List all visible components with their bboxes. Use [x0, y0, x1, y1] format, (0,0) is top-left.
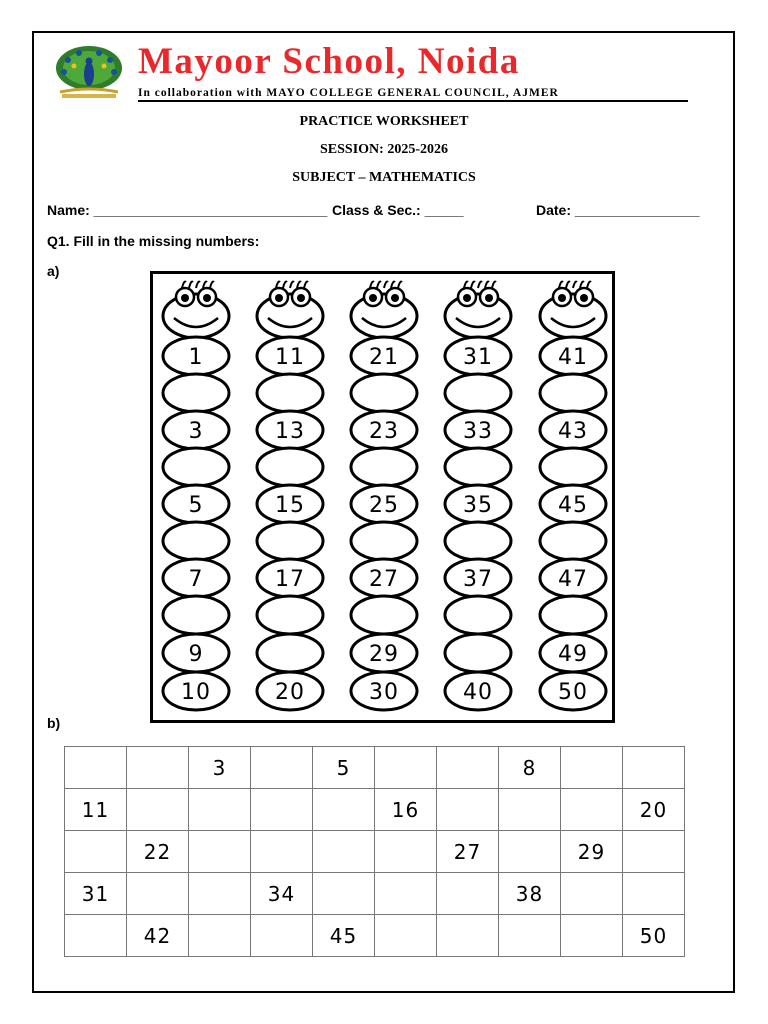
grid-row: [65, 831, 685, 873]
caterpillar-segment[interactable]: [445, 522, 511, 560]
grid-number-cell: 50: [623, 915, 685, 957]
caterpillar-number: 33: [463, 419, 493, 444]
grid-blank-cell[interactable]: [561, 873, 623, 915]
number-grid: [64, 746, 685, 957]
date-field[interactable]: Date: ________________: [536, 202, 700, 218]
grid-number-cell: 42: [127, 915, 189, 957]
caterpillar-number: 41: [558, 345, 588, 370]
grid-number-cell: 29: [561, 831, 623, 873]
caterpillar-number: 1: [188, 345, 204, 370]
caterpillar-number: 9: [188, 642, 204, 667]
grid-number-cell: 8: [499, 747, 561, 789]
caterpillar-segment[interactable]: [540, 448, 606, 486]
caterpillar-number: 5: [188, 493, 204, 518]
caterpillar-number: 7: [188, 567, 204, 592]
grid-number-cell: 16: [375, 789, 437, 831]
grid-number-cell: 38: [499, 873, 561, 915]
grid-blank-cell[interactable]: [65, 915, 127, 957]
caterpillar-segment[interactable]: [163, 374, 229, 412]
part-b-label: b): [47, 715, 61, 731]
worksheet-title: PRACTICE WORKSHEET: [299, 114, 469, 129]
caterpillar-head-icon: [351, 282, 417, 338]
caterpillar-segment[interactable]: [163, 522, 229, 560]
grid-number-cell: 22: [127, 831, 189, 873]
grid-blank-cell[interactable]: [437, 873, 499, 915]
grid-blank-cell[interactable]: [375, 873, 437, 915]
grid-number-cell: 31: [65, 873, 127, 915]
grid-number-cell: 3: [189, 747, 251, 789]
grid-number-cell: 5: [313, 747, 375, 789]
grid-blank-cell[interactable]: [65, 831, 127, 873]
caterpillar-number: 37: [463, 567, 493, 592]
caterpillar-head-icon: [540, 282, 606, 338]
caterpillar-segment[interactable]: [257, 596, 323, 634]
caterpillar-number: 21: [369, 345, 399, 370]
grid-row: [65, 747, 685, 789]
caterpillar-segment[interactable]: [257, 448, 323, 486]
caterpillar-segment[interactable]: [540, 374, 606, 412]
grid-blank-cell[interactable]: [437, 915, 499, 957]
caterpillar-number: 11: [275, 345, 305, 370]
caterpillar-segment[interactable]: [445, 374, 511, 412]
grid-number-cell: 11: [65, 789, 127, 831]
grid-blank-cell[interactable]: [65, 747, 127, 789]
caterpillar-segment[interactable]: [445, 448, 511, 486]
grid-blank-cell[interactable]: [375, 831, 437, 873]
caterpillar-number: 27: [369, 567, 399, 592]
grid-row: [65, 789, 685, 831]
caterpillar-number: 10: [181, 680, 211, 705]
caterpillar-number: 3: [188, 419, 204, 444]
caterpillar-number: 30: [369, 680, 399, 705]
grid-blank-cell[interactable]: [375, 915, 437, 957]
caterpillar-segment[interactable]: [257, 522, 323, 560]
caterpillar-head-icon: [257, 282, 323, 338]
grid-row: [65, 915, 685, 957]
caterpillar-segment[interactable]: [445, 596, 511, 634]
caterpillar-head-icon: [163, 282, 229, 338]
caterpillar-number: 47: [558, 567, 588, 592]
grid-blank-cell[interactable]: [189, 915, 251, 957]
caterpillar-segment[interactable]: [257, 634, 323, 672]
grid-blank-cell[interactable]: [561, 747, 623, 789]
grid-number-cell: 27: [437, 831, 499, 873]
caterpillar-segment[interactable]: [163, 596, 229, 634]
grid-row: [65, 873, 685, 915]
caterpillar-segment[interactable]: [257, 374, 323, 412]
caterpillar-segment[interactable]: [445, 634, 511, 672]
grid-blank-cell[interactable]: [313, 789, 375, 831]
grid-blank-cell[interactable]: [623, 873, 685, 915]
caterpillar-segment[interactable]: [351, 374, 417, 412]
grid-blank-cell[interactable]: [127, 873, 189, 915]
caterpillar-head-icon: [445, 282, 511, 338]
caterpillar-segment[interactable]: [163, 448, 229, 486]
school-name: Mayoor School, Noida: [138, 41, 520, 82]
caterpillar-segment[interactable]: [351, 522, 417, 560]
caterpillar-number: 43: [558, 419, 588, 444]
caterpillar-number: 13: [275, 419, 305, 444]
grid-blank-cell[interactable]: [251, 789, 313, 831]
grid-blank-cell[interactable]: [313, 873, 375, 915]
caterpillar-number: 45: [558, 493, 588, 518]
grid-blank-cell[interactable]: [375, 747, 437, 789]
grid-number-cell: 34: [251, 873, 313, 915]
grid-blank-cell[interactable]: [313, 831, 375, 873]
caterpillar-number: 50: [558, 680, 588, 705]
caterpillar-number: 31: [463, 345, 493, 370]
grid-blank-cell[interactable]: [499, 831, 561, 873]
grid-blank-cell[interactable]: [189, 873, 251, 915]
caterpillar-number: 15: [275, 493, 305, 518]
caterpillar-number: 49: [558, 642, 588, 667]
caterpillar-number: 29: [369, 642, 399, 667]
caterpillar-number: 25: [369, 493, 399, 518]
caterpillar-number: 17: [275, 567, 305, 592]
grid-number-cell: 45: [313, 915, 375, 957]
session-label: SESSION: 2025-2026: [320, 142, 448, 157]
grid-blank-cell[interactable]: [437, 789, 499, 831]
grid-blank-cell[interactable]: [561, 789, 623, 831]
caterpillar-segment[interactable]: [540, 522, 606, 560]
grid-blank-cell[interactable]: [623, 831, 685, 873]
caterpillar-number: 40: [463, 680, 493, 705]
collaboration-line: In collaboration with MAYO COLLEGE GENERAL COUNCIL, AJMER: [138, 87, 559, 99]
grid-blank-cell[interactable]: [499, 789, 561, 831]
class-sec-field[interactable]: Class & Sec.: _____: [332, 202, 464, 218]
caterpillar-number: 35: [463, 493, 493, 518]
caterpillar-segment[interactable]: [351, 596, 417, 634]
caterpillar-segment[interactable]: [540, 596, 606, 634]
grid-blank-cell[interactable]: [561, 915, 623, 957]
grid-blank-cell[interactable]: [189, 831, 251, 873]
grid-blank-cell[interactable]: [437, 747, 499, 789]
grid-blank-cell[interactable]: [251, 915, 313, 957]
name-field[interactable]: Name: ______________________________: [47, 202, 328, 218]
caterpillar-number: 20: [275, 680, 305, 705]
question-1: Q1. Fill in the missing numbers:: [47, 233, 260, 249]
part-a-label: a): [47, 263, 60, 279]
grid-blank-cell[interactable]: [499, 915, 561, 957]
grid-blank-cell[interactable]: [189, 789, 251, 831]
grid-blank-cell[interactable]: [127, 747, 189, 789]
grid-blank-cell[interactable]: [251, 747, 313, 789]
grid-blank-cell[interactable]: [623, 747, 685, 789]
grid-blank-cell[interactable]: [127, 789, 189, 831]
caterpillar-number: 23: [369, 419, 399, 444]
grid-blank-cell[interactable]: [251, 831, 313, 873]
subject-label: SUBJECT – MATHEMATICS: [292, 170, 476, 185]
grid-number-cell: 20: [623, 789, 685, 831]
caterpillar-segment[interactable]: [351, 448, 417, 486]
